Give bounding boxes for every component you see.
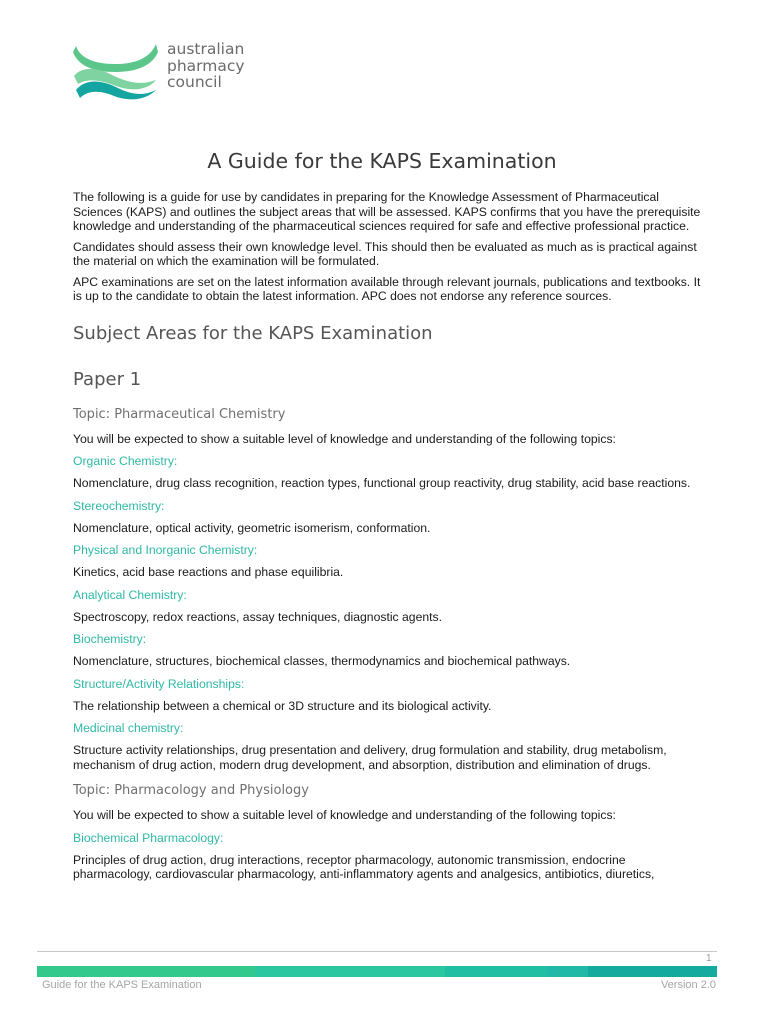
footer-document-name: Guide for the KAPS Examination bbox=[42, 979, 202, 991]
subtopic-text-biochemistry: Nomenclature, structures, biochemical classes, thermodynamics and biochemical pathways. bbox=[73, 654, 571, 668]
topic-title-pharmaceutical-chemistry: Topic: Pharmaceutical Chemistry bbox=[73, 406, 286, 422]
subtopic-heading-organic: Organic Chemistry: bbox=[73, 454, 178, 468]
subtopic-heading-physical: Physical and Inorganic Chemistry: bbox=[73, 543, 258, 557]
subtopic-heading-biochemistry: Biochemistry: bbox=[73, 632, 147, 646]
subtopic-text-stereo: Nomenclature, optical activity, geometric isomerism, conformation. bbox=[73, 520, 431, 535]
footer-color-bar bbox=[37, 966, 717, 977]
subtopic-text-analytical: Spectroscopy, redox reactions, assay techniques, diagnostic agents. bbox=[73, 609, 442, 624]
document-body bbox=[73, 146, 703, 882]
topic-intro: You will be expected to show a suitable level of knowledge and understanding of the following topics: bbox=[73, 431, 616, 446]
subtopic-heading-biochemical-pharmacology: Biochemical Pharmacology: bbox=[73, 830, 224, 845]
footer-version: Version 2.0 bbox=[660, 979, 716, 991]
intro-paragraph-1: The following is a guide for use by candidates in preparing for the Knowledge Assessment of Pharmaceutical Sciences (KAPS) and outlines the subject areas that will be assessed. KAPS confirms that you have the prerequisite knowledge and understanding of the pharmaceutical sciences required for safe and effective professional practice. bbox=[73, 190, 701, 233]
subtopic-text-structure-activity: The relationship between a chemical or 3D structure and its biological activity. bbox=[73, 698, 492, 713]
subtopic-text-physical: Kinetics, acid base reactions and phase equilibria. bbox=[73, 565, 344, 579]
section-title: Subject Areas for the KAPS Examination bbox=[73, 322, 433, 344]
topic-title-pharmacology: Topic: Pharmacology and Physiology bbox=[73, 783, 309, 798]
footer-bar-segment-1 bbox=[37, 966, 255, 977]
subtopic-text-medicinal: Structure activity relationships, drug presentation and delivery, drug formulation and stability, drug metabolism, mechanism of drug action, modern drug development, and absorption, distribution and elimination of drugs. bbox=[73, 743, 667, 772]
footer-bar-segment-2 bbox=[255, 966, 445, 977]
intro-section bbox=[73, 190, 703, 304]
subtopic-heading-structure-activity: Structure/Activity Relationships: bbox=[73, 676, 245, 691]
paper-title: Paper 1 bbox=[73, 368, 142, 390]
logo-wordmark bbox=[167, 41, 245, 91]
subtopic-text-biochemical-pharmacology: Principles of drug action, drug interactions, receptor pharmacology, autonomic transmission, endocrine pharmacology, cardiovascular pharmacology, anti-inflammatory agents and analgesics, antibiotics, diuretics, bbox=[73, 852, 655, 881]
logo-line-2: pharmacy bbox=[167, 56, 245, 75]
subtopic-heading-stereo: Stereochemistry: bbox=[73, 498, 165, 513]
page-number: 1 bbox=[706, 953, 712, 964]
subtopic-heading-analytical: Analytical Chemistry: bbox=[73, 587, 187, 602]
logo-line-1: australian bbox=[167, 40, 245, 58]
footer-bar-segment-5 bbox=[588, 966, 717, 977]
apc-logo bbox=[70, 40, 270, 102]
intro-paragraph-2: Candidates should assess their own knowledge level. This should then be evaluated as much as is practical against the material on which the examination will be formulated. bbox=[73, 239, 697, 268]
subtopic-heading-medicinal: Medicinal chemistry: bbox=[73, 721, 184, 735]
logo-line-3: council bbox=[167, 73, 222, 91]
subtopic-text-organic: Nomenclature, drug class recognition, reaction types, functional group reactivity, drug stability, acid base reactions. bbox=[73, 476, 691, 490]
apc-logo-mark-icon bbox=[70, 40, 162, 102]
topic-intro-pharmacology: You will be expected to show a suitable level of knowledge and understanding of the following topics: bbox=[73, 808, 616, 822]
footer-bar-segment-3 bbox=[445, 966, 547, 977]
footer-bar-segment-4 bbox=[547, 966, 588, 977]
document-title: A Guide for the KAPS Examination bbox=[207, 149, 557, 173]
footer-divider bbox=[37, 951, 717, 952]
intro-paragraph-3: APC examinations are set on the latest information available through relevant journals, publications and textbooks. It is up to the candidate to obtain the latest information. APC does not endorse any reference sources. bbox=[73, 274, 701, 303]
